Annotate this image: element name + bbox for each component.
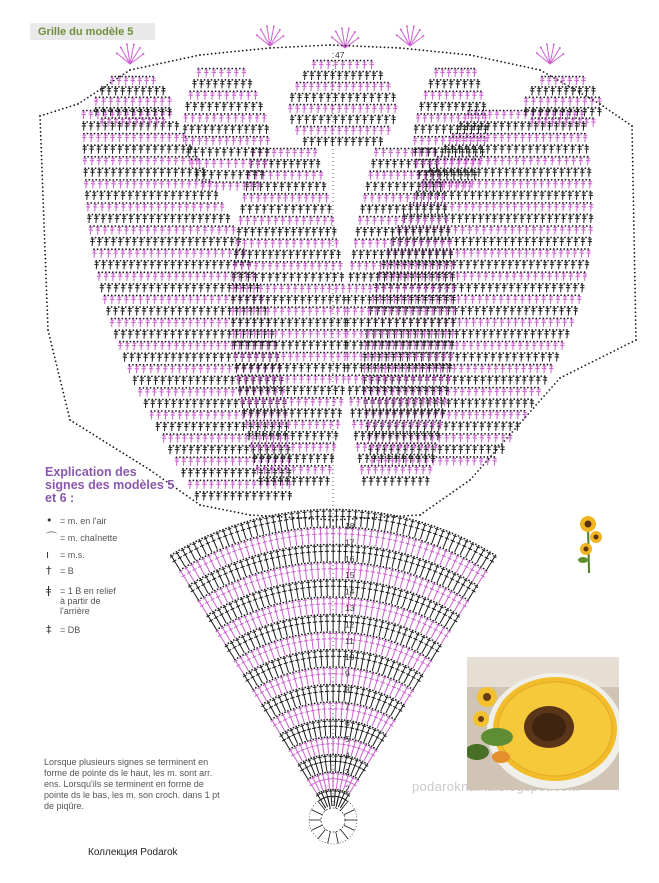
legend-item bbox=[46, 550, 170, 560]
sunflower-photo bbox=[467, 657, 619, 790]
row-number: 10 bbox=[345, 652, 355, 662]
legend-text: = DB bbox=[60, 625, 170, 635]
legend-symbol: ı bbox=[46, 550, 60, 560]
row-number-top: 47 bbox=[335, 50, 345, 60]
legend-text: = m. chaînette bbox=[60, 533, 170, 543]
row-number: 11 bbox=[345, 636, 354, 646]
legend-symbol: ‡ bbox=[46, 625, 60, 635]
row-number: 17 bbox=[345, 537, 355, 547]
collection-credit: Коллекция Podarok bbox=[88, 847, 178, 858]
legend-item bbox=[46, 566, 170, 576]
row-number: 16 bbox=[345, 554, 355, 564]
legend-symbol: ǂ bbox=[46, 586, 60, 596]
row-number: 2 bbox=[345, 783, 350, 793]
legend-symbol: ⌒ bbox=[46, 533, 60, 543]
row-number: 13 bbox=[345, 603, 355, 613]
legend-heading: Explication des signes des modèles 5 et 6 : bbox=[45, 466, 175, 505]
legend-text: = m.s. bbox=[60, 550, 170, 560]
row-number: 15 bbox=[345, 570, 355, 580]
sunflower-icon bbox=[576, 515, 604, 575]
legend-item bbox=[46, 533, 170, 543]
note-text: Lorsque plusieurs signes se terminent en forme de pointe ds le haut, les m. sont arr. ens. Lorsqu'ils se terminent en forme de pointe ds le bas, les m. son croch. dans 1 pt de piqûre. bbox=[44, 757, 224, 812]
row-number: 14 bbox=[345, 587, 355, 597]
row-number: 4 bbox=[345, 751, 350, 761]
starting-ring bbox=[321, 808, 345, 832]
row-number: 5 bbox=[345, 734, 350, 744]
row-number: 7 bbox=[345, 701, 350, 711]
legend-text: = B bbox=[60, 566, 170, 576]
legend-text: = 1 B en relief à partir de l'arrière bbox=[60, 586, 120, 616]
legend-symbol: • bbox=[46, 516, 60, 526]
row-number: 18 bbox=[345, 521, 355, 531]
page-title: Grille du modèle 5 bbox=[38, 26, 133, 38]
legend-item bbox=[46, 625, 170, 635]
row-number: 9 bbox=[345, 669, 350, 679]
legend-item bbox=[46, 516, 170, 526]
row-number: 6 bbox=[345, 718, 350, 728]
legend-symbol: † bbox=[46, 566, 60, 576]
row-number: 8 bbox=[345, 685, 350, 695]
chart-top-petals bbox=[39, 25, 637, 521]
legend-item bbox=[46, 586, 120, 616]
row-number: 3 bbox=[345, 767, 350, 777]
row-number: 12 bbox=[345, 619, 355, 629]
legend-text: = m. en l'air bbox=[60, 516, 170, 526]
